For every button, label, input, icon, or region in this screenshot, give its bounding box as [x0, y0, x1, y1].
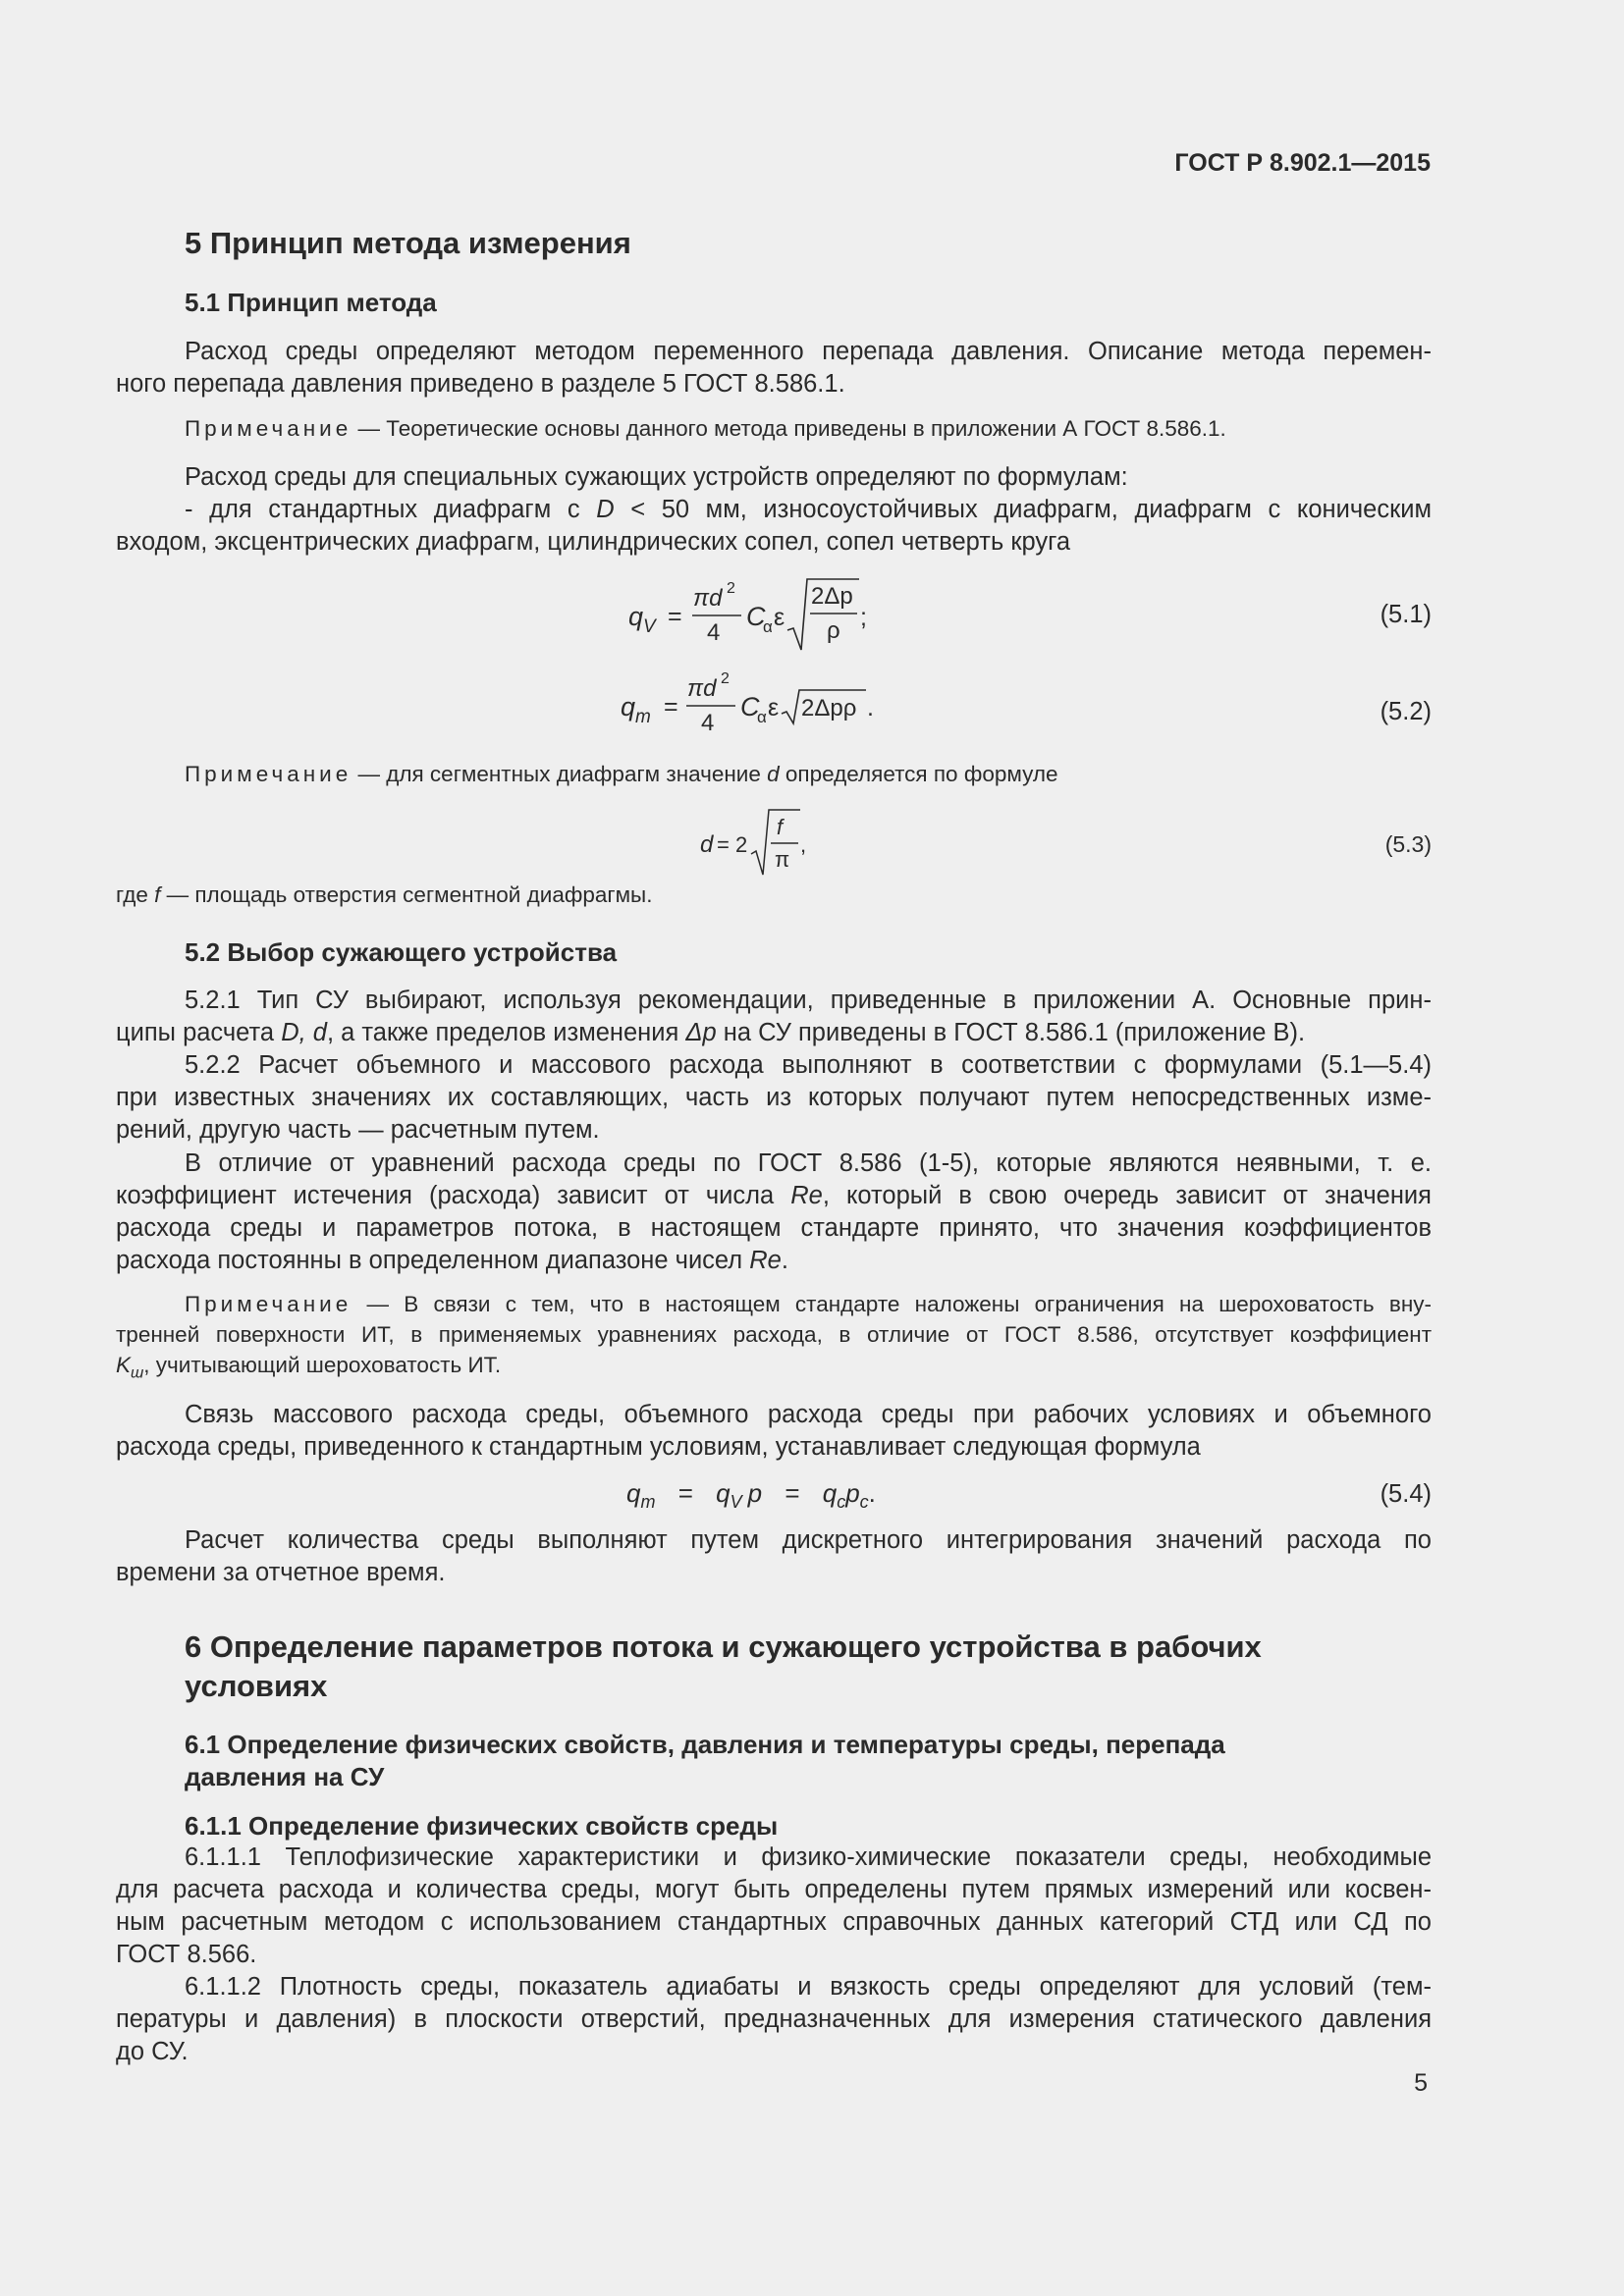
svg-text:= 2: = 2	[717, 832, 748, 857]
svg-text:ρ: ρ	[827, 617, 840, 644]
formula-5-2	[613, 663, 897, 741]
svg-text:m: m	[635, 707, 651, 727]
paragraph-line: рений, другую часть — расчетным путем.	[116, 1116, 600, 1144]
svg-text:π: π	[775, 847, 790, 872]
svg-text:,: ,	[800, 832, 807, 857]
svg-text:α: α	[763, 617, 773, 636]
paragraph-line: - для стандартных диафрагм с D < 50 мм, износоустойчивых диафрагм, диафрагм с коническим	[185, 496, 1432, 523]
document-id-header: ГОСТ Р 8.902.1—2015	[1174, 149, 1431, 177]
note-label: Примечание	[185, 1292, 352, 1316]
section-5-title: 5 Принцип метода измерения	[185, 226, 631, 260]
section-6-title-line-1: 6 Определение параметров потока и сужающего устройства в рабочих	[185, 1629, 1262, 1664]
formula-5-1	[619, 569, 893, 658]
svg-text:f: f	[777, 815, 784, 839]
subsection-6-1-title-line-2: давления на СУ	[185, 1762, 385, 1791]
paragraph-line: при известных значениях их составляющих, часть из которых получают путем непосредственных изме-	[116, 1084, 1432, 1111]
where-clause: где f — площадь отверстия сегментной диафрагмы.	[116, 882, 653, 907]
svg-text:ε: ε	[768, 694, 780, 721]
paragraph-line: ного перепада давления приведено в разделе 5 ГОСТ 8.586.1.	[116, 370, 845, 398]
note-label: Примечание	[185, 416, 352, 441]
paragraph-line: 6.1.1.2 Плотность среды, показатель адиабаты и вязкость среды определяют для условий (тем-	[185, 1973, 1432, 2001]
paragraph-line: расхода среды, приведенного к стандартным условиям, устанавливает следующая формула	[116, 1433, 1201, 1461]
paragraph-line: для расчета расхода и количества среды, могут быть определены путем прямых измерений или косвен-	[116, 1876, 1432, 1903]
svg-text:q: q	[621, 692, 636, 721]
paragraph-line: Расход среды определяют методом переменного перепада давления. Описание метода перемен-	[185, 338, 1432, 365]
subsection-6-1-title-line-1: 6.1 Определение физических свойств, давления и температуры среды, перепада	[185, 1730, 1225, 1759]
paragraph-line: времени за отчетное время.	[116, 1559, 446, 1586]
formula-5-4: $q_m = q_V$ $p = q_cp_c$.	[626, 1478, 876, 1513]
svg-text:q: q	[628, 602, 644, 631]
svg-text:C: C	[740, 692, 760, 721]
paragraph-line: расхода постоянны в определенном диапазоне чисел Re.	[116, 1247, 788, 1274]
equation-number-5-2: (5.2)	[1380, 698, 1432, 725]
page-number: 5	[1414, 2069, 1428, 2097]
svg-text:ε: ε	[774, 604, 785, 631]
paragraph-line: Расход среды для специальных сужающих устройств определяют по формулам:	[185, 463, 1128, 491]
note-2: Примечание — для сегментных диафрагм значение d определяется по формуле	[185, 762, 1058, 786]
svg-text:2: 2	[721, 670, 730, 687]
note-label: Примечание	[185, 762, 352, 786]
equation-number-5-1: (5.1)	[1380, 601, 1432, 628]
paragraph-line: ГОСТ 8.566.	[116, 1941, 257, 1968]
svg-text:C: C	[746, 602, 766, 631]
paragraph-line: расхода среды и параметров потока, в настоящем стандарте принято, что значения коэффициентов	[116, 1214, 1432, 1242]
svg-text:4: 4	[701, 710, 715, 736]
paragraph-line: 5.2.2 Расчет объемного и массового расхода выполняют в соответствии с формулами (5.1—5.4)	[185, 1051, 1432, 1079]
svg-text:πd: πd	[687, 675, 717, 702]
paragraph-line: Связь массового расхода среды, объемного расхода среды при рабочих условиях и объемного	[185, 1401, 1432, 1428]
subsection-5-1-title: 5.1 Принцип метода	[185, 288, 437, 317]
subsection-5-2-title: 5.2 Выбор сужающего устройства	[185, 937, 618, 967]
document-page: ГОСТ Р 8.902.1—2015 5 Принцип метода измерения 5.1 Принцип метода Расход среды определяют методом переменного перепада давления. Описание метода перемен- ного перепада давления приведено в разделе 5 ГОСТ 8.586.1. Примечание — Теоретические основы данного метода приведены в приложении А ГОСТ 8.586.1. Расход среды для специальных сужающих устройств определяют по формулам: - для стандартных диафрагм с D < 50 мм, износоустойчивых диафрагм, диафрагм с коническим входом, эксцентрических диафрагм, цилиндрических сопел, сопел четверть круга q V = πd 2 4 C α ε 2Δp ρ ; (5.1) q m = πd 2 4 C α ε 2Δpρ . (5.2) Примечание — для сегментных диафрагм значение d определяется по формуле d = 2 f π , (5.3) где f — площадь отверстия сегментной диафрагмы. 5.2 Выбор сужающего устройства 5.2.1 Тип СУ выбирают, используя рекомендации, приведенные в приложении А. Основные прин- ципы расчета D, d, а также пределов изменения Δp на СУ приведены в ГОСТ 8.586.1 (приложение В). 5.2.2 Расчет объемного и массового расхода выполняют в соответствии с формулами (5.1—5.4) при известных значениях их составляющих, часть из которых получают путем непосредственных изме- рений, другую часть — расчетным путем. В отличие от уравнений расхода среды по ГОСТ 8.586 (1-5), которые являются неявными, т. е. коэффициент истечения (расхода) зависит от числа Re, который в свою очередь зависит от значения расхода среды и параметров потока, в настоящем стандарте принято, что значения коэффициентов расхода постоянны в определенном диапазоне чисел Re. Примечание — В связи с тем, что в настоящем стандарте наложены ограничения на шероховатость вну- тренней поверхности ИТ, в применяемых уравнениях расхода, в отличие от ГОСТ 8.586, отсутствует коэффициент $K_ш$, учитывающий шероховатость ИТ. Связь массового расхода среды, объемного расхода среды при рабочих условиях и объемного расхода среды, приведенного к стандартным условиям, устанавливает следующая формула $q_m = q_V$ $p = q_cp_c$. (5.4) Расчет количества среды выполняют путем дискретного интегрирования значений расхода по времени за отчетное время. 6 Определение параметров потока и сужающего устройства в рабочих условиях 6.1 Определение физических свойств, давления и температуры среды, перепада давления на СУ 6.1.1 Определение физических свойств среды 6.1.1.1 Теплофизические характеристики и физико-химические показатели среды, необходимые для расчета расхода и количества среды, могут быть определены путем прямых измерений или косвен- ным расчетным методом с использованием стандартных справочных данных категорий СТД или СД по ГОСТ 8.566. 6.1.1.2 Плотность среды, показатель адиабаты и вязкость среды определяют для условий (тем- пературы и давления) в плоскости отверстий, предназначенных для измерения статического давления до СУ. 5	[116, 149, 1432, 2097]
paragraph-line: пературы и давления) в плоскости отверстий, предназначенных для измерения статического давления	[116, 2005, 1432, 2033]
svg-text:2Δp: 2Δp	[811, 583, 853, 610]
paragraph-line: 6.1.1.1 Теплофизические характеристики и физико-химические показатели среды, необходимые	[185, 1843, 1432, 1871]
equation-number-5-3: (5.3)	[1384, 831, 1432, 857]
subsection-6-1-1-title: 6.1.1 Определение физических свойств среды	[185, 1811, 779, 1841]
svg-text:.: .	[867, 694, 874, 721]
equation-number-5-4: (5.4)	[1380, 1480, 1432, 1508]
svg-text:;: ;	[860, 604, 867, 631]
paragraph-line: 5.2.1 Тип СУ выбирают, используя рекомендации, приведенные в приложении А. Основные прин-	[185, 987, 1432, 1014]
paragraph-line: до СУ.	[116, 2038, 189, 2065]
section-6-title-line-2: условиях	[185, 1669, 328, 1703]
svg-text:α: α	[757, 708, 767, 726]
svg-text:2: 2	[727, 580, 735, 597]
formula-5-3	[692, 800, 820, 883]
svg-text:4: 4	[707, 619, 721, 646]
svg-text:=: =	[664, 693, 678, 721]
svg-text:πd: πd	[693, 585, 723, 612]
paragraph-line: ципы расчета D, d, а также пределов изменения Δp на СУ приведены в ГОСТ 8.586.1 (приложение В).	[116, 1019, 1306, 1046]
svg-text:2Δpρ: 2Δpρ	[801, 695, 857, 721]
paragraph-line: Расчет количества среды выполняют путем дискретного интегрирования значений расхода по	[185, 1526, 1432, 1554]
svg-text:V: V	[643, 616, 656, 637]
note-1	[185, 416, 1226, 442]
svg-text:=: =	[668, 603, 682, 630]
paragraph-line: ным расчетным методом с использованием стандартных справочных данных категорий СТД или СД по	[116, 1908, 1432, 1936]
note-text: — Теоретические основы данного метода приведены в приложении А ГОСТ 8.586.1.	[352, 416, 1226, 441]
paragraph-line: входом, эксцентрических диафрагм, цилиндрических сопел, сопел четверть круга	[116, 528, 1071, 556]
paragraph-line: коэффициент истечения (расхода) зависит от числа Re, который в свою очередь зависит от значения	[116, 1182, 1432, 1209]
paragraph-line: В отличие от уравнений расхода среды по ГОСТ 8.586 (1-5), которые являются неявными, т. е.	[185, 1149, 1432, 1177]
svg-text:d: d	[700, 831, 714, 858]
